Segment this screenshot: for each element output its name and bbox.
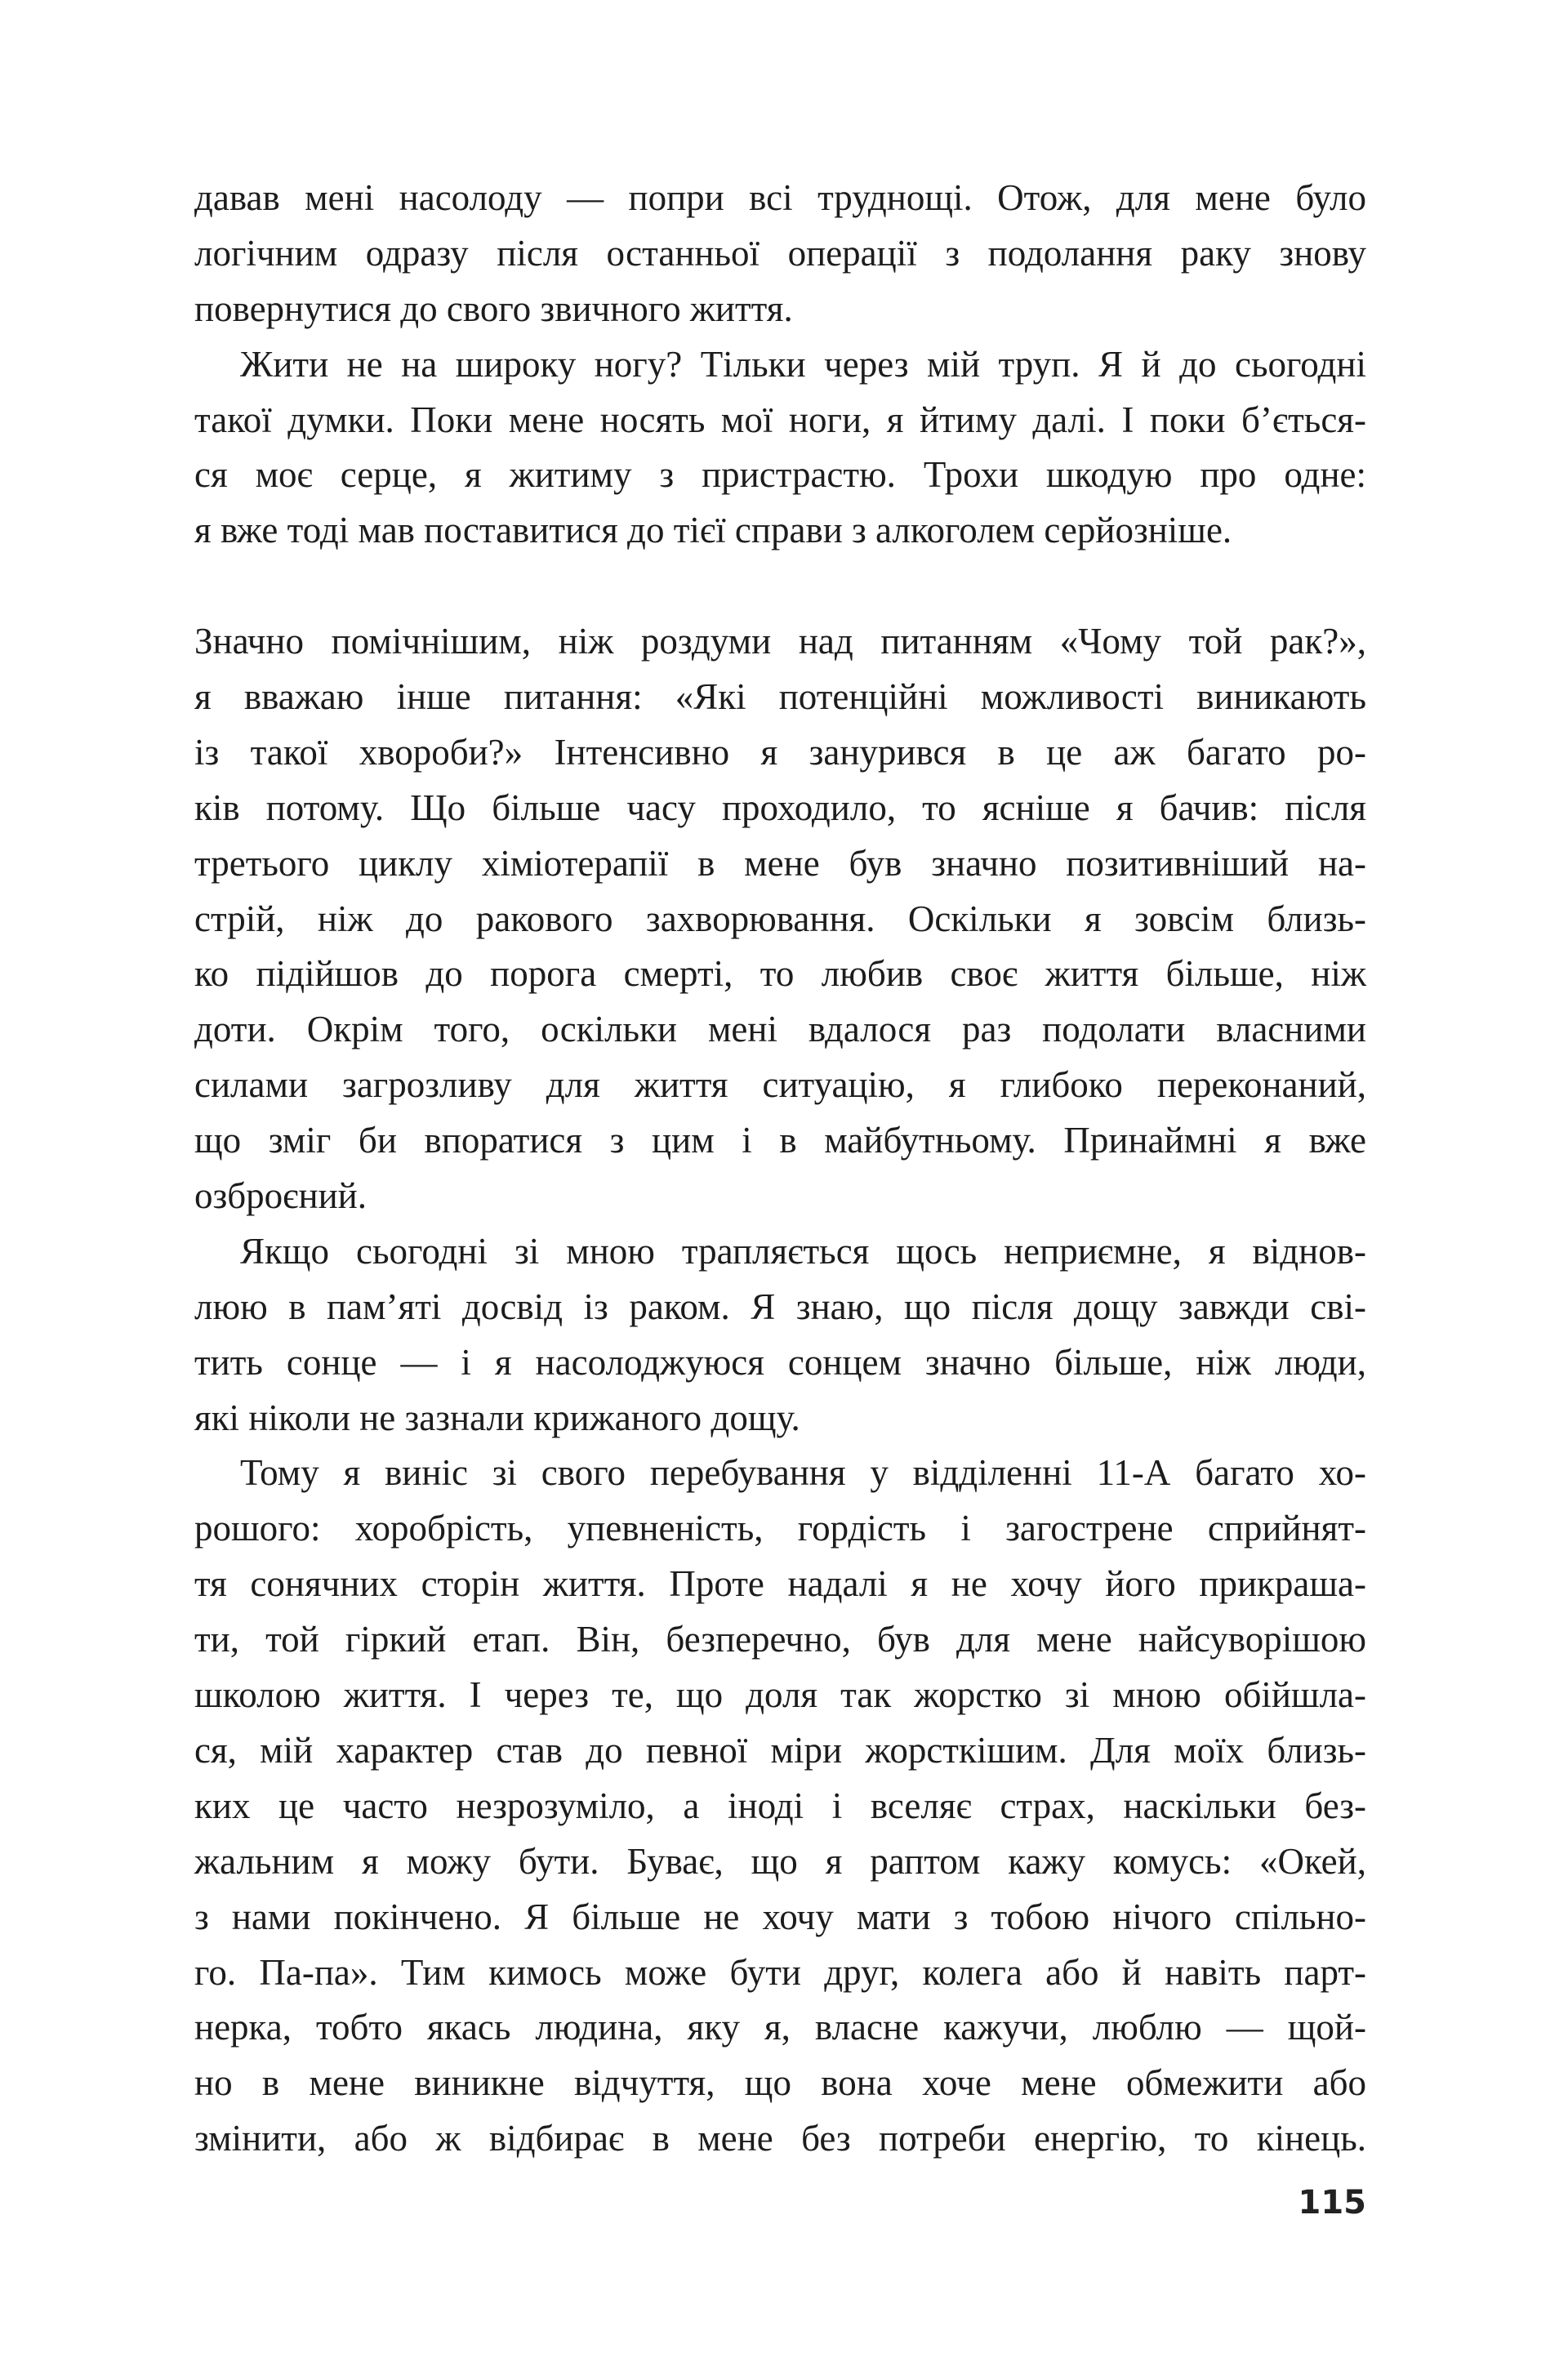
text-line: з нами покінчено. Я більше не хочу мати з тобою нічого спільно- <box>194 1896 1366 1937</box>
text-line: із такої хвороби?» Інтенсивно я занурився в це аж багато ро- <box>194 731 1366 773</box>
text-line: силами загрозливу для життя ситуацію, я глибоко переконаний, <box>194 1064 1366 1106</box>
text-line: ся, мій характер став до певної міри жорсткішим. Для моїх близь- <box>194 1729 1366 1771</box>
paragraph <box>194 171 1366 337</box>
text-line: го. Па-па». Тим кимось може бути друг, колега або й навіть парт- <box>194 1951 1366 1993</box>
paragraph <box>194 337 1366 559</box>
paragraph <box>194 614 1366 1224</box>
text-line: повернутися до свого звичного життя. <box>194 287 793 329</box>
section-break <box>194 559 1366 614</box>
text-line: Жити не на широку ногу? Тільки через мій труп. Я й до сьогодні <box>240 343 1366 385</box>
text-line: доти. Окрім того, оскільки мені вдалося раз подолати власними <box>194 1009 1366 1050</box>
text-line: люю в пам’яті досвід із раком. Я знаю, що після дощу завжди сві- <box>194 1286 1366 1327</box>
page-body-text <box>194 171 1366 2167</box>
text-line: нерка, тобто якась людина, яку я, власне кажучи, люблю — щой- <box>194 2007 1366 2048</box>
text-line: які ніколи не зазнали крижаного дощу. <box>194 1397 800 1438</box>
text-line: но в мене виникне відчуття, що вона хоче мене обмежити або <box>194 2062 1366 2104</box>
text-line: ко підійшов до порога смерті, то любив своє життя більше, ніж <box>194 953 1366 995</box>
paragraph <box>194 1446 1366 2167</box>
paragraph <box>194 1224 1366 1446</box>
text-line: Тому я виніс зі свого перебування у відділенні 11-А багато хо- <box>240 1452 1366 1494</box>
text-line: я вже тоді мав поставитися до тієї справи з алкоголем серйозніше. <box>194 510 1232 551</box>
text-line: ти, той гіркий етап. Він, безперечно, був для мене найсуворішою <box>194 1619 1366 1660</box>
text-line: що зміг би впоратися з цим і в майбутньому. Принаймні я вже <box>194 1120 1366 1161</box>
text-line: Якщо сьогодні зі мною трапляється щось неприємне, я віднов- <box>240 1230 1366 1272</box>
text-line: я вважаю інше питання: «Які потенційні можливості виникають <box>194 676 1366 718</box>
text-line: Значно помічнішим, ніж роздуми над питанням «Чому той рак?», <box>194 621 1366 662</box>
text-line: школою життя. І через те, що доля так жорстко зі мною обійшла- <box>194 1674 1366 1716</box>
text-line: озброєний. <box>194 1175 367 1217</box>
text-line: рошого: хоробрість, упевненість, гордість і загострене сприйнят- <box>194 1508 1366 1549</box>
text-line: ків потому. Що більше часу проходило, то ясніше я бачив: після <box>194 787 1366 828</box>
text-line: третього циклу хіміотерапії в мене був значно позитивніший на- <box>194 842 1366 884</box>
text-line: тить сонце — і я насолоджуюся сонцем значно більше, ніж люди, <box>194 1341 1366 1383</box>
text-line: давав мені насолоду — попри всі труднощі. Отож, для мене було <box>194 177 1366 218</box>
text-line: ся моє серце, я житиму з пристрастю. Трохи шкодую про одне: <box>194 454 1366 496</box>
text-line: змінити, або ж відбирає в мене без потреби енергію, то кінець. <box>194 2118 1366 2159</box>
text-line: стрій, ніж до ракового захворювання. Оскільки я зовсім близь- <box>194 898 1366 939</box>
text-line: такої думки. Поки мене носять мої ноги, я йтиму далі. І поки б’ється- <box>194 399 1366 440</box>
text-line: логічним одразу після останньої операції з подолання раку знову <box>194 232 1366 274</box>
text-line: жальним я можу бути. Буває, що я раптом кажу комусь: «Окей, <box>194 1840 1366 1882</box>
text-line: тя сонячних сторін життя. Проте надалі я не хочу його прикраша- <box>194 1563 1366 1605</box>
page-number: 115 <box>1298 2184 1366 2222</box>
text-line: ких це часто незрозуміло, а іноді і вселяє страх, наскільки без- <box>194 1785 1366 1826</box>
